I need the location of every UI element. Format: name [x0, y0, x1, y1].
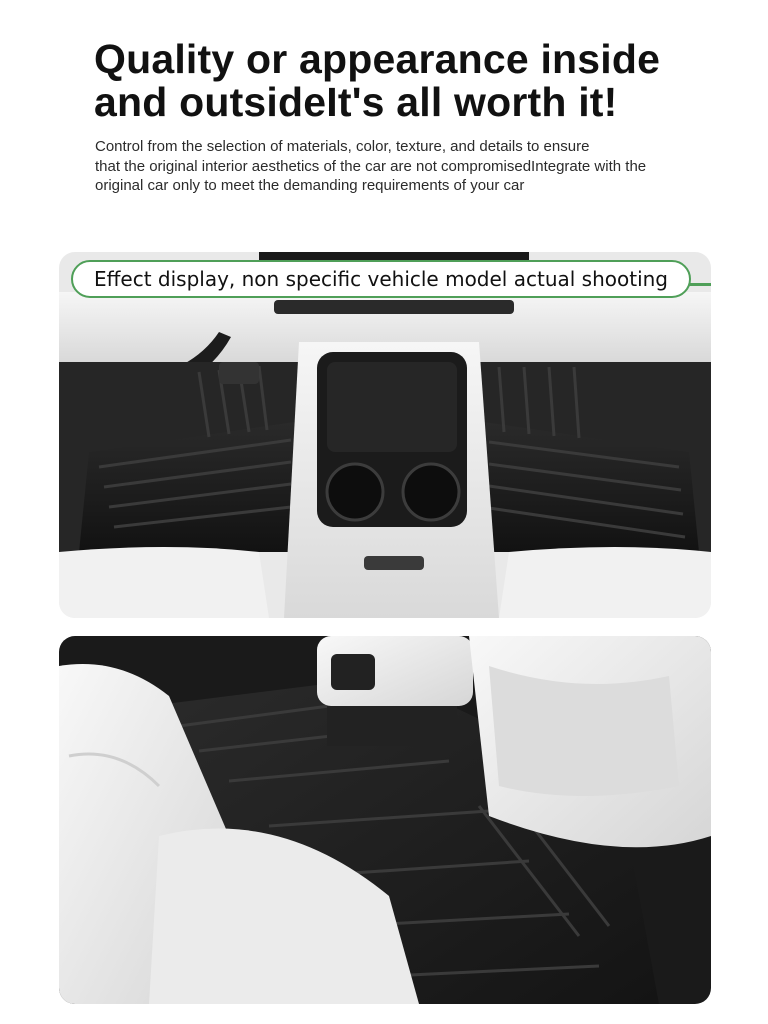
caption-badge [71, 260, 691, 298]
headline-line-1: Quality or appearance inside [94, 36, 661, 82]
caption-text: Effect display, non specific vehicle model actual shooting [93, 267, 668, 291]
rear-cabin-illustration [59, 636, 711, 1004]
rear-floor-mat-photo [59, 636, 711, 1004]
description-line-2: that the original interior aesthetics of the car are not compromisedIntegrate with the [95, 157, 647, 175]
front-floor-mat-photo [59, 252, 711, 618]
front-cabin-illustration [59, 252, 711, 618]
description-line-3: original car only to meet the demanding requirements of your car [95, 177, 525, 194]
caption-pointer [689, 283, 711, 286]
description-line-1: Control from the selection of materials, color, texture, and details to ensure [95, 138, 590, 155]
headline-line-2: and outsideIt's all worth it! [94, 79, 618, 125]
description [95, 137, 715, 196]
headline [94, 38, 734, 124]
